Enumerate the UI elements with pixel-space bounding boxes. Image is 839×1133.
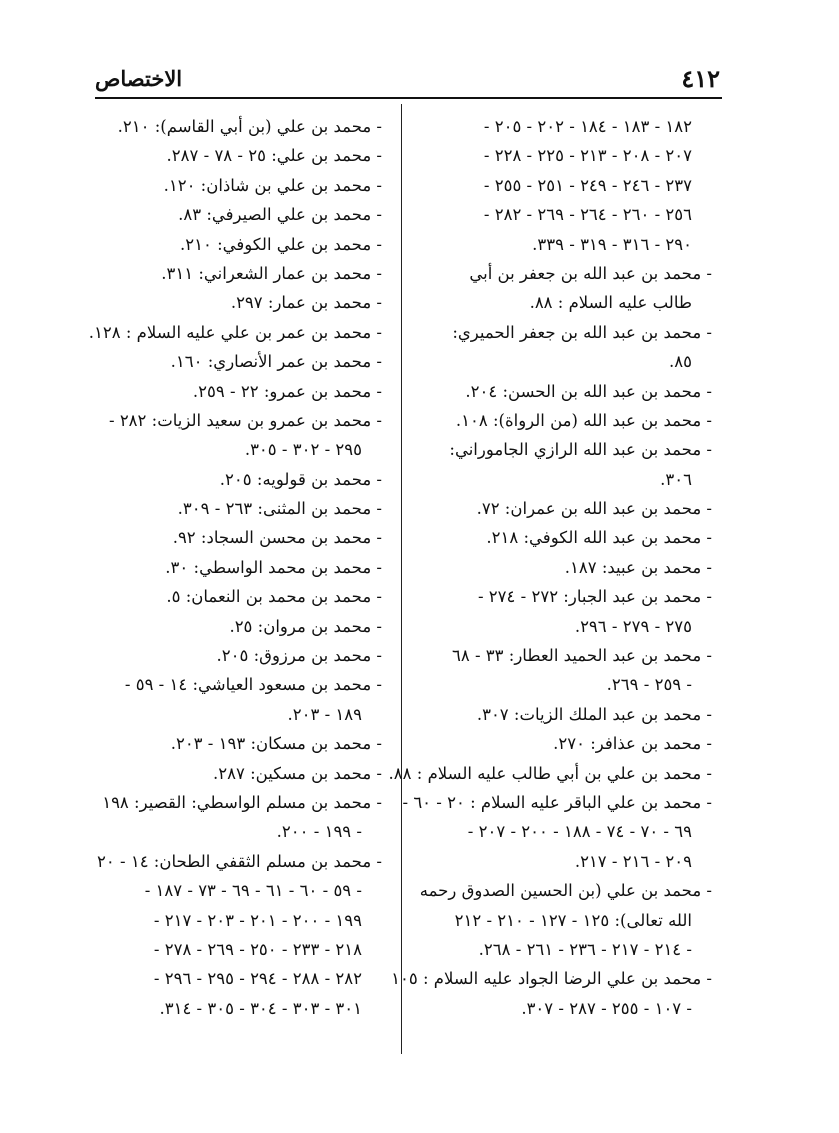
- index-entry-continuation: ٢٨٢ - ٢٨٨ - ٢٩٤ - ٢٩٥ - ٢٩٦ -: [153, 969, 362, 989]
- index-entry-continuation: ٢٠٧ - ٢٠٨ - ٢١٣ - ٢٢٥ - ٢٢٨ -: [483, 146, 692, 166]
- index-entry: - محمد بن محمد الواسطي: ٣٠.: [165, 557, 382, 577]
- index-entry: - محمد بن علي بن أبي طالب عليه السلام : ٨٨.: [388, 763, 712, 783]
- index-entry-continuation: ٢٩٠ - ٣١٦ - ٣١٩ - ٣٣٩.: [532, 234, 692, 254]
- index-entry: - محمد بن علي (بن الحسين الصدوق رحمه: [419, 881, 712, 901]
- index-entry-continuation: الله تعالى): ١٢٥ - ١٢٧ - ٢١٠ - ٢١٢: [454, 910, 692, 930]
- index-entry-continuation: ٣٠٦.: [660, 469, 692, 489]
- index-entry-continuation: ٢٥٦ - ٢٦٠ - ٢٦٤ - ٢٦٩ - ٢٨٢ -: [483, 205, 692, 225]
- index-entry-continuation: ٦٩ - ٧٠ - ٧٤ - ١٨٨ - ٢٠٠ - ٢٠٧ -: [467, 822, 692, 842]
- index-entry-continuation: ١٨٢ - ١٨٣ - ١٨٤ - ٢٠٢ - ٢٠٥ -: [483, 117, 692, 136]
- index-entry-continuation: ٢١٨ - ٢٣٣ - ٢٥٠ - ٢٦٩ - ٢٧٨ -: [153, 939, 362, 959]
- index-entry: - محمد بن عمر بن علي عليه السلام : ١٢٨.: [88, 322, 382, 342]
- index-entry: - محمد بن علي الصيرفي: ٨٣.: [178, 205, 382, 225]
- index-entry: - محمد بن عمار الشعراني: ٣١١.: [161, 263, 382, 283]
- index-entry: - محمد بن محمد بن النعمان: ٥.: [166, 587, 382, 607]
- header-divider: [95, 97, 722, 99]
- index-entry: - محمد بن عبد الجبار: ٢٧٢ - ٢٧٤ -: [477, 587, 712, 607]
- index-entry: - محمد بن عمرو: ٢٢ - ٢٥٩.: [192, 381, 382, 401]
- index-entry-continuation: ٣٠١ - ٣٠٣ - ٣٠٤ - ٣٠٥ - ٣١٤.: [159, 998, 362, 1018]
- index-entry: - محمد بن مروان: ٢٥.: [229, 616, 382, 636]
- left-column: [88, 112, 382, 1023]
- index-entry-continuation: ٢٩٥ - ٣٠٢ - ٣٠٥.: [244, 440, 362, 460]
- index-entry-continuation: طالب عليه السلام : ٨٨.: [529, 293, 692, 313]
- index-entry: - محمد بن علي بن شاذان: ١٢٠.: [163, 175, 382, 195]
- index-entry-continuation: - ١٩٩ - ٢٠٠.: [276, 822, 362, 842]
- index-entry: - محمد بن عمار: ٢٩٧.: [230, 293, 382, 313]
- index-entry-continuation: - ٥٩ - ٦٠ - ٦١ - ٦٩ - ٧٣ - ١٨٧ -: [144, 881, 362, 901]
- running-title: الاختصاص: [95, 65, 183, 91]
- index-entry-continuation: ١٨٩ - ٢٠٣.: [287, 704, 362, 724]
- index-entry: - محمد بن علي: ٢٥ - ٧٨ - ٢٨٧.: [166, 146, 382, 166]
- index-entry: - محمد بن مرزوق: ٢٠٥.: [216, 646, 382, 666]
- index-entry: - محمد بن عبد الله بن جعفر بن أبي: [469, 263, 712, 283]
- index-entry: - محمد بن عبد الله الرازي الجاموراني:: [449, 440, 712, 460]
- index-entry: - محمد بن عبد الله بن جعفر الحميري:: [452, 322, 712, 342]
- page-number: ٤١٢: [681, 63, 720, 93]
- index-entry: - محمد بن علي الرضا الجواد عليه السلام : ١٠٥: [391, 969, 712, 989]
- index-entry: - محمد بن علي الباقر عليه السلام : ٢٠ - ٦٠ -: [402, 792, 712, 812]
- column-divider: [401, 104, 402, 1054]
- index-entry: - محمد بن عمر الأنصاري: ١٦٠.: [170, 352, 382, 372]
- index-entry: - محمد بن مسكين: ٢٨٧.: [212, 763, 382, 783]
- index-entry: - محمد بن قولويه: ٢٠٥.: [219, 469, 382, 489]
- index-entry: - محمد بن عذافر: ٢٧٠.: [553, 734, 712, 754]
- index-entry-continuation: ٢٠٩ - ٢١٦ - ٢١٧.: [574, 851, 692, 871]
- index-entry: - محمد بن علي (بن أبي القاسم): ٢١٠.: [117, 117, 382, 136]
- index-entry: - محمد بن عبد الله الكوفي: ٢١٨.: [486, 528, 712, 548]
- index-entry-continuation: - ٢٥٩ - ٢٦٩.: [606, 675, 692, 695]
- index-entry: - محمد بن عبد الملك الزيات: ٣٠٧.: [476, 704, 712, 724]
- index-entry-continuation: - ١٠٧ - ٢٥٥ - ٢٨٧ - ٣٠٧.: [521, 998, 692, 1018]
- index-entry-continuation: ١٩٩ - ٢٠٠ - ٢٠١ - ٢٠٣ - ٢١٧ -: [153, 910, 362, 930]
- index-entry: - محمد بن عبيد: ١٨٧.: [564, 557, 712, 577]
- index-entry-continuation: - ٢١٤ - ٢١٧ - ٢٣٦ - ٢٦١ - ٢٦٨.: [478, 939, 692, 959]
- index-entry: - محمد بن مسكان: ١٩٣ - ٢٠٣.: [170, 734, 382, 754]
- page-header: [95, 60, 720, 96]
- index-entry: - محمد بن محسن السجاد: ٩٢.: [172, 528, 382, 548]
- index-entry: - محمد بن عبد الله (من الرواة): ١٠٨.: [455, 410, 712, 430]
- index-entry: - محمد بن المثنى: ٢٦٣ - ٣٠٩.: [177, 499, 382, 519]
- index-entry: - محمد بن مسلم الثقفي الطحان: ١٤ - ٢٠: [97, 851, 382, 871]
- index-entry-continuation: ٨٥.: [669, 352, 692, 372]
- index-entry: - محمد بن عبد الحميد العطار: ٣٣ - ٦٨: [451, 646, 712, 666]
- index-entry-continuation: ٢٣٧ - ٢٤٦ - ٢٤٩ - ٢٥١ - ٢٥٥ -: [483, 175, 692, 195]
- index-entry: - محمد بن علي الكوفي: ٢١٠.: [180, 234, 382, 254]
- index-entry: - محمد بن مسلم الواسطي: القصير: ١٩٨: [102, 792, 382, 812]
- index-entry: - محمد بن عبد الله بن عمران: ٧٢.: [476, 499, 712, 519]
- index-entry: - محمد بن مسعود العياشي: ١٤ - ٥٩ -: [124, 675, 382, 695]
- index-entry-continuation: ٢٧٥ - ٢٧٩ - ٢٩٦.: [574, 616, 692, 636]
- index-entry: - محمد بن عمرو بن سعيد الزيات: ٢٨٢ -: [108, 410, 382, 430]
- index-entry: - محمد بن عبد الله بن الحسن: ٢٠٤.: [465, 381, 712, 401]
- right-column: [388, 112, 712, 1023]
